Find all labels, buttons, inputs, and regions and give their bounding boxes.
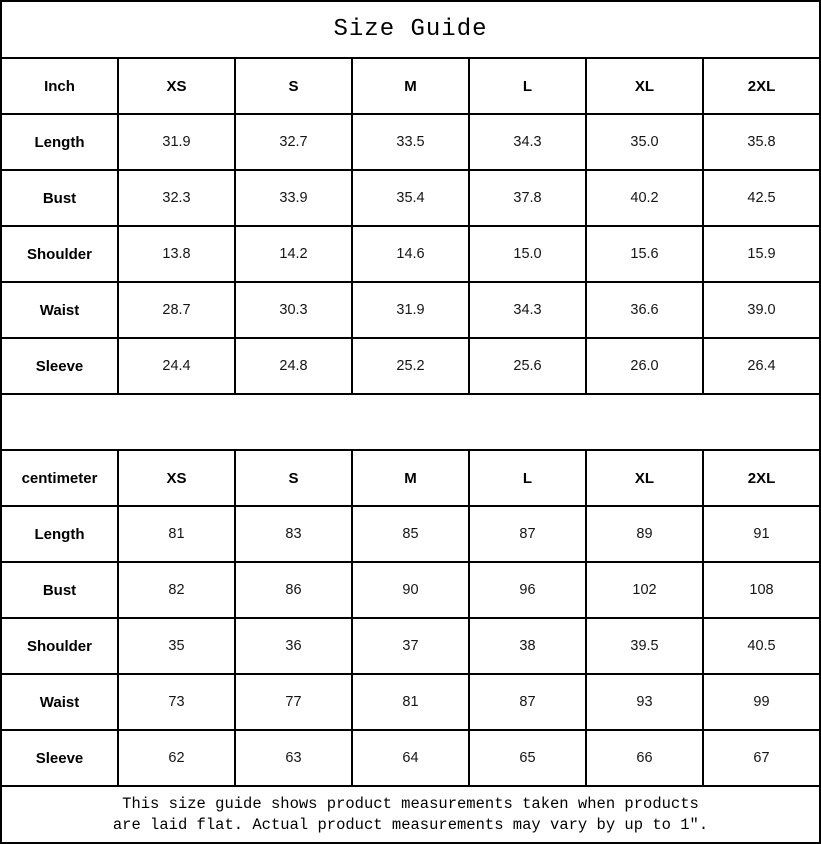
row-label: Sleeve: [1, 730, 118, 786]
column-header-s: S: [235, 58, 352, 114]
size-value: 64: [352, 730, 469, 786]
size-value: 33.9: [235, 170, 352, 226]
inch-header-row: [1, 58, 820, 114]
size-value: 35.0: [586, 114, 703, 170]
size-value: 33.5: [352, 114, 469, 170]
size-value: 36.6: [586, 282, 703, 338]
size-value: 15.6: [586, 226, 703, 282]
size-value: 15.0: [469, 226, 586, 282]
size-value: 25.6: [469, 338, 586, 394]
size-value: 90: [352, 562, 469, 618]
spacer-row: [1, 394, 820, 450]
table-row-cm-shoulder: [1, 618, 820, 674]
size-value: 108: [703, 562, 820, 618]
cm-header-row: [1, 450, 820, 506]
size-value: 35.4: [352, 170, 469, 226]
size-value: 96: [469, 562, 586, 618]
row-label: Shoulder: [1, 226, 118, 282]
row-label: Bust: [1, 562, 118, 618]
size-value: 28.7: [118, 282, 235, 338]
size-value: 62: [118, 730, 235, 786]
unit-header-inch: Inch: [1, 58, 118, 114]
row-label: Length: [1, 114, 118, 170]
size-value: 35: [118, 618, 235, 674]
column-header-xl: XL: [586, 450, 703, 506]
size-value: 31.9: [352, 282, 469, 338]
size-value: 73: [118, 674, 235, 730]
row-label: Bust: [1, 170, 118, 226]
column-header-s: S: [235, 450, 352, 506]
column-header-xs: XS: [118, 58, 235, 114]
column-header-l: L: [469, 58, 586, 114]
footer-note-line1: This size guide shows product measurements taken when products: [122, 795, 699, 814]
size-value: 82: [118, 562, 235, 618]
size-value: 77: [235, 674, 352, 730]
size-value: 87: [469, 674, 586, 730]
size-value: 31.9: [118, 114, 235, 170]
column-header-2xl: 2XL: [703, 450, 820, 506]
size-value: 37.8: [469, 170, 586, 226]
size-value: 91: [703, 506, 820, 562]
size-value: 85: [352, 506, 469, 562]
size-value: 26.4: [703, 338, 820, 394]
size-value: 102: [586, 562, 703, 618]
footer-note-line2: are laid flat. Actual product measurements may vary by up to 1″.: [112, 815, 709, 834]
size-value: 32.7: [235, 114, 352, 170]
size-value: 42.5: [703, 170, 820, 226]
table-row-inch-sleeve: [1, 338, 820, 394]
size-value: 30.3: [235, 282, 352, 338]
size-value: 81: [118, 506, 235, 562]
column-header-2xl: 2XL: [703, 58, 820, 114]
size-value: 14.6: [352, 226, 469, 282]
footer-row: [1, 786, 820, 843]
table-row-inch-length: [1, 114, 820, 170]
size-value: 24.4: [118, 338, 235, 394]
size-value: 89: [586, 506, 703, 562]
row-label: Sleeve: [1, 338, 118, 394]
size-value: 26.0: [586, 338, 703, 394]
size-value: 40.2: [586, 170, 703, 226]
spacer-cell: [1, 394, 820, 450]
table-row-cm-waist: [1, 674, 820, 730]
row-label: Waist: [1, 282, 118, 338]
size-value: 34.3: [469, 114, 586, 170]
size-value: 86: [235, 562, 352, 618]
size-value: 36: [235, 618, 352, 674]
size-value: 83: [235, 506, 352, 562]
size-value: 15.9: [703, 226, 820, 282]
table-row-inch-waist: [1, 282, 820, 338]
row-label: Waist: [1, 674, 118, 730]
size-value: 81: [352, 674, 469, 730]
size-value: 32.3: [118, 170, 235, 226]
size-value: 40.5: [703, 618, 820, 674]
size-value: 38: [469, 618, 586, 674]
size-value: 35.8: [703, 114, 820, 170]
footer-note: [1, 786, 820, 843]
size-value: 34.3: [469, 282, 586, 338]
row-label: Length: [1, 506, 118, 562]
size-value: 63: [235, 730, 352, 786]
table-row-cm-bust: [1, 562, 820, 618]
column-header-xl: XL: [586, 58, 703, 114]
table-row-cm-sleeve: [1, 730, 820, 786]
size-value: 93: [586, 674, 703, 730]
column-header-m: M: [352, 450, 469, 506]
size-value: 37: [352, 618, 469, 674]
size-value: 25.2: [352, 338, 469, 394]
unit-header-centimeter: centimeter: [1, 450, 118, 506]
column-header-m: M: [352, 58, 469, 114]
table-row-cm-length: [1, 506, 820, 562]
size-value: 87: [469, 506, 586, 562]
page-title: Size Guide: [1, 1, 820, 58]
size-value: 65: [469, 730, 586, 786]
size-value: 67: [703, 730, 820, 786]
column-header-xs: XS: [118, 450, 235, 506]
column-header-l: L: [469, 450, 586, 506]
size-value: 13.8: [118, 226, 235, 282]
table-row-inch-shoulder: [1, 226, 820, 282]
size-value: 14.2: [235, 226, 352, 282]
table-row-inch-bust: [1, 170, 820, 226]
size-value: 99: [703, 674, 820, 730]
size-value: 39.0: [703, 282, 820, 338]
size-value: 24.8: [235, 338, 352, 394]
title-row: [1, 1, 820, 58]
row-label: Shoulder: [1, 618, 118, 674]
size-value: 66: [586, 730, 703, 786]
size-value: 39.5: [586, 618, 703, 674]
